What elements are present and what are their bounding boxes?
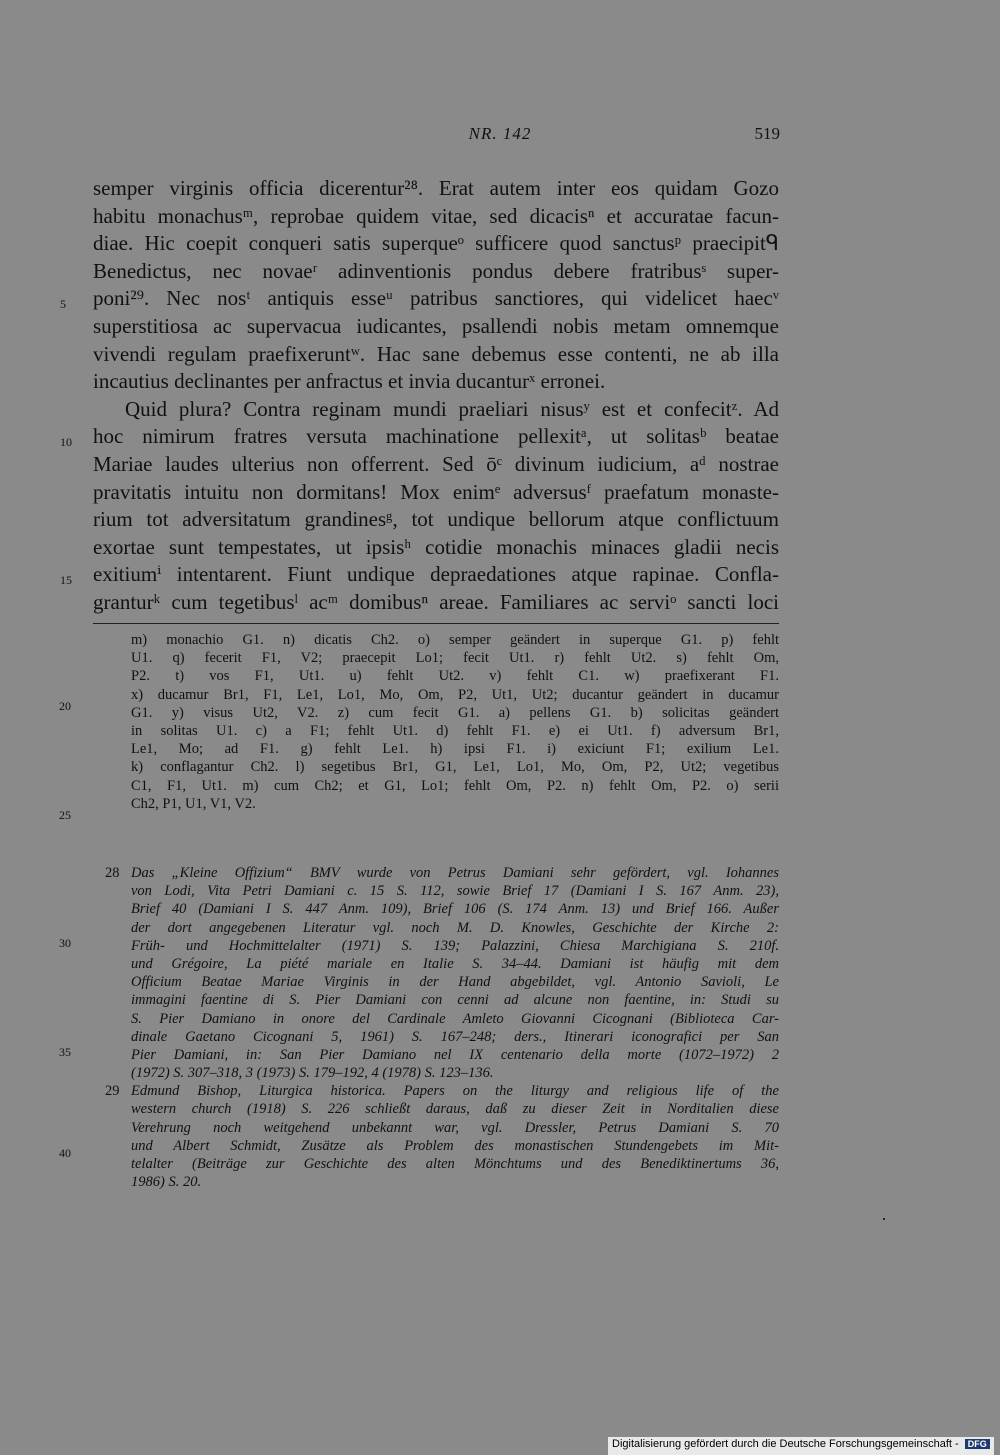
footnote-line: western church (1918) S. 226 schließt daraus, daß zu dieser Zeit in Norditalien diese xyxy=(131,1101,779,1118)
footnote-line: von Lodi, Vita Petri Damiani c. 15 S. 112, sowie Brief 17 (Damiani I S. 167 Anm. 23), xyxy=(131,883,779,900)
apparatus-line: x) ducamur Br1, F1, Le1, Lo1, Mo, Om, P2, Ut1, Ut2; ducantur geändert in ducamur xyxy=(131,686,779,703)
footnote-line: und Albert Schmidt, Zusätze als Problem des monastischen Stundengebets im Mit- xyxy=(131,1137,779,1154)
commentary-notes xyxy=(105,864,779,1191)
footnote-line: 1986) S. 20. xyxy=(131,1174,202,1191)
footnote-line: Pier Damiani, in: San Pier Damiano nel IX centenario della morte (1072–1972) 2 xyxy=(131,1046,779,1063)
line-number: 20 xyxy=(59,699,71,713)
digitization-footer xyxy=(608,1437,994,1455)
footnote-number: 28 xyxy=(105,865,120,881)
text-line xyxy=(60,423,779,451)
text-line: Quid plura? Contra reginam mundi praeliari nisusʸ est et confecitᶻ. Ad xyxy=(125,396,779,421)
apparatus-line: P2. t) vos F1, Ut1. u) fehlt Ut2. v) fehlt C1. w) praefixerant F1. xyxy=(131,668,779,685)
footnote-line: dinale Gaetano Cicognani 5, 1961) S. 167–248; ders., Itinerari iconografici per San xyxy=(131,1028,779,1045)
apparatus-line: C1, F1, Ut1. m) cum Ch2; et G1, Lo1; fehlt Om, P2. n) fehlt Om, P2. o) serii xyxy=(131,777,779,794)
text-line xyxy=(60,285,779,313)
apparatus-line: Ch2, P1, U1, V1, V2. xyxy=(131,795,256,812)
line-number: 10 xyxy=(60,435,72,450)
text-line: rium tot adversitatum grandinesᵍ, tot undique bellorum atque conflictuum xyxy=(93,507,779,532)
text-line: incautius declinantes per anfractus et invia ducanturˣ erronei. xyxy=(93,369,606,394)
apparatus-line: G1. y) visus Ut2, V2. z) cum fecit G1. a) pellens G1. b) solicitas geändert xyxy=(131,704,779,721)
footnote-line: S. Pier Damiano in onore del Cardinale Amleto Giovanni Cicognani (Biblioteca Car- xyxy=(131,1010,779,1027)
line-number: 25 xyxy=(59,808,71,822)
text-line: Mariae laudes ulterius non offerrent. Sed ōᶜ divinum iudicium, aᵈ nostrae xyxy=(93,451,779,476)
footnote-line: und Grégoire, La piété mariale en Italie S. 34–44. Damiani ist häufig mit dem xyxy=(131,955,779,972)
text-line: exortae sunt tempestates, ut ipsisʰ cotidie monachis minaces gladii necis xyxy=(93,534,779,559)
text-line: habitu monachusᵐ, reprobae quidem vitae, sed dicacisⁿ et accuratae facun- xyxy=(93,203,779,228)
text-line: granturᵏ cum tegetibusˡ acᵐ domibusⁿ areae. Familiares ac serviᵒ sancti loci xyxy=(93,589,779,614)
apparatus-line: m) monachio G1. n) dicatis Ch2. o) semper geändert in superque G1. p) fehlt xyxy=(131,632,779,648)
text-line xyxy=(60,561,779,589)
text-line-content: hoc nimirum fratres versuta machinatione pellexitᵃ, ut solitasᵇ beatae xyxy=(93,424,779,449)
footer-text: Digitalisierung gefördert durch die Deutsche Forschungsgemeinschaft - xyxy=(612,1438,959,1450)
critical-apparatus xyxy=(131,631,779,813)
line-number: 15 xyxy=(60,573,72,588)
footnote-line: (1972) S. 307–318, 3 (1973) S. 179–192, 4 (1978) S. 123–136. xyxy=(131,1065,494,1082)
apparatus-line: Le1, Mo; ad F1. g) fehlt Le1. h) ipsi F1. i) exiciunt F1; exilium Le1. xyxy=(131,741,779,758)
footnote-line: Brief 40 (Damiani I S. 447 Anm. 109), Brief 106 (S. 174 Anm. 13) und Brief 166. Außer xyxy=(131,901,779,918)
text-line: semper virginis officia dicerentur²⁸. Erat autem inter eos quidam Gozo xyxy=(93,176,779,200)
scan-mark xyxy=(883,1218,885,1220)
text-line: Benedictus, nec novaeʳ adinventionis pondus debere fratribusˢ super- xyxy=(93,258,779,283)
apparatus-line: U1. q) fecerit F1, V2; praecepit Lo1; fecit Ut1. r) fehlt Ut2. s) fehlt Om, xyxy=(131,650,779,667)
footnote-line: der dort angegebenen Literatur vgl. noch M. D. Knowles, Geschichte der Kirche 2: xyxy=(131,919,779,936)
dfg-logo: DFG xyxy=(965,1439,990,1449)
line-number: 5 xyxy=(60,297,66,312)
text-line: superstitiosa ac supervacua iudicantes, psallendi nobis metam omnemque xyxy=(93,313,779,338)
footnote-line: Das „Kleine Offizium“ BMV wurde von Petrus Damiani sehr gefördert, vgl. Iohannes xyxy=(131,865,779,881)
footnote-28 xyxy=(105,864,779,1082)
page-number: 519 xyxy=(754,124,780,143)
footnote-line: immagini faentine di S. Pier Damiani con cenni ad alcune non faentine, in: Studi su xyxy=(131,992,779,1009)
apparatus-line: in solitas U1. c) a F1; fehlt Ut1. d) fehlt F1. e) ei Ut1. f) adversum Br1, xyxy=(131,722,779,739)
text-line: diae. Hic coepit conqueri satis superqueᵒ sufficere quod sanctusᵖ praecipitᑫ xyxy=(93,231,779,256)
text-line-content: poni²⁹. Nec nosᵗ antiquis esseᵘ patribus sanctiores, qui videlicet haecᵛ xyxy=(93,286,779,311)
running-header: NR. 142 xyxy=(468,124,532,143)
text-line-content: exitiumⁱ intentarent. Fiunt undique depraedationes atque rapinae. Confla- xyxy=(93,562,779,587)
text-line: pravitatis intuitu non dormitans! Mox enimᵉ adversusᶠ praefatum monaste- xyxy=(93,479,779,504)
line-number: 30 xyxy=(59,936,71,950)
footnote-number: 29 xyxy=(105,1083,120,1100)
footnote-line: telalter (Beiträge zur Geschichte des alten Mönchtums und des Benediktinertums 36, xyxy=(131,1156,779,1172)
footnote-line: Früh- und Hochmittelalter (1971) S. 139; Palazzini, Chiesa Marchigiana S. 210f. xyxy=(131,937,779,954)
text-line: vivendi regulam praefixeruntʷ. Hac sane debemus esse contenti, ne ab illa xyxy=(93,341,779,366)
main-text xyxy=(60,175,779,617)
apparatus-line: k) conflagantur Ch2. l) segetibus Br1, G1, Le1, Lo1, Mo, Om, P2, Ut2; vegetibus xyxy=(131,759,779,776)
footnote-line: Officium Beatae Mariae Virginis in der Hand abgebildet, vgl. Antonio Savioli, Le xyxy=(131,974,779,991)
footnote-29 xyxy=(105,1082,779,1191)
footnote-divider xyxy=(93,623,779,624)
footnote-line: Verehrung noch weitgehend unbekannt war, vgl. Dressler, Petrus Damiani S. 70 xyxy=(131,1119,779,1136)
line-number: 40 xyxy=(59,1146,71,1160)
line-number: 35 xyxy=(59,1045,71,1059)
footnote-line: Edmund Bishop, Liturgica historica. Papers on the liturgy and religious life of the xyxy=(131,1083,779,1100)
